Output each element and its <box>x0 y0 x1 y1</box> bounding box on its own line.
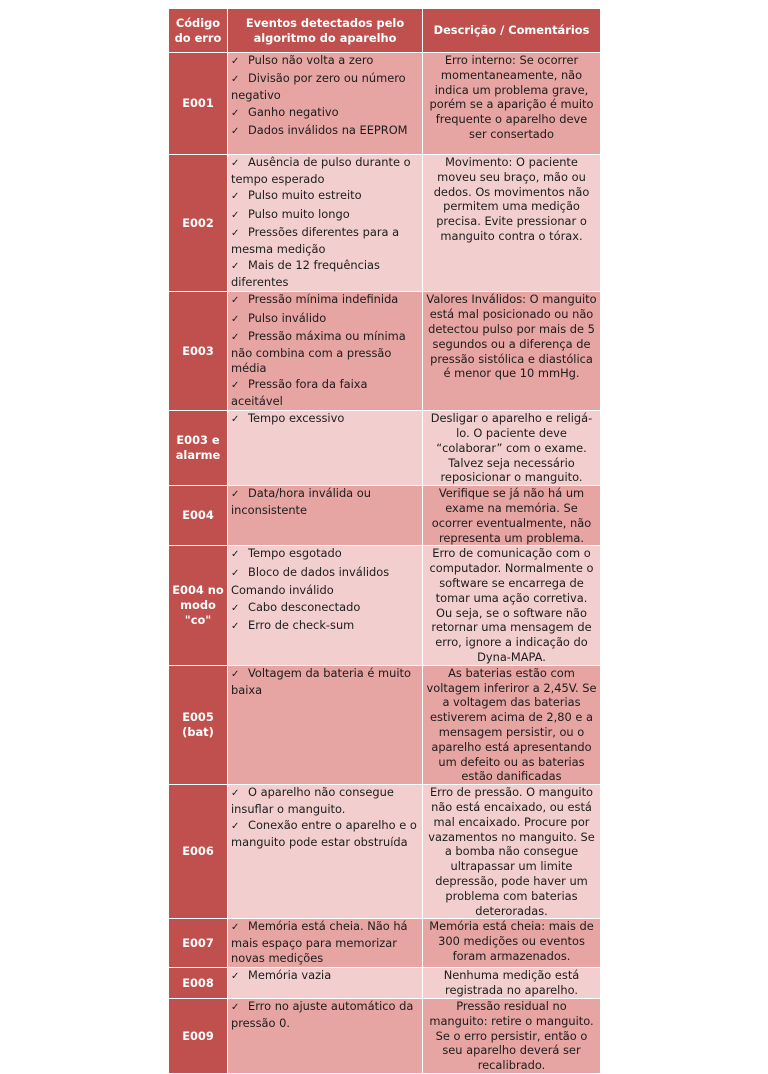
event-text: Pulso muito longo <box>248 206 350 221</box>
header-description: Descrição / Comentários <box>423 9 601 53</box>
checkmark-icon: ✓ <box>231 227 240 239</box>
event-text: Conexão entre o aparelho e o manguito pode estar obstruída <box>231 818 417 850</box>
event-text: Data/hora inválida ou inconsistente <box>231 486 371 518</box>
error-code: E004 <box>169 486 228 546</box>
checkmark-icon: ✓ <box>231 414 240 426</box>
error-description: Verifique se já não há um exame na memória. Se ocorrer eventualmente, não representa um problema. <box>423 486 601 546</box>
events-list <box>231 968 419 985</box>
event-item <box>231 377 419 409</box>
event-text: Comando inválido <box>231 583 334 598</box>
event-text: Bloco de dados inválidos <box>248 564 390 579</box>
error-description: Pressão residual no manguito: retire o manguito. Se o erro persistir, então o seu aparelho deverá ser recalibrado. <box>423 998 601 1073</box>
checkmark-icon: ✓ <box>231 922 240 934</box>
table-row <box>169 486 601 546</box>
checkmark-icon: ✓ <box>231 125 240 137</box>
events-list <box>231 666 419 698</box>
error-code: E005 (bat) <box>169 665 228 784</box>
event-item <box>231 188 419 205</box>
event-item <box>231 225 419 257</box>
error-code: E002 <box>169 155 228 292</box>
event-item <box>231 583 419 598</box>
detected-events <box>228 665 423 784</box>
event-item <box>231 53 419 70</box>
event-text: Voltagem da bateria é muito baixa <box>231 665 411 697</box>
error-code: E006 <box>169 785 228 919</box>
event-text: Tempo excessivo <box>248 411 345 426</box>
error-description: Erro de comunicação com o computador. Normalmente o software se encarrega de tomar uma ação corretiva. Ou seja, se o software não retornar uma mensagem de erro, ignore a indicação do Dyna-MAPA. <box>423 546 601 665</box>
error-description: Memória está cheia: mais de 300 medições ou eventos foram armazenados. <box>423 919 601 968</box>
event-item <box>231 155 419 187</box>
event-item <box>231 105 419 122</box>
error-code: E007 <box>169 919 228 968</box>
event-item <box>231 292 419 309</box>
error-codes-table <box>168 8 601 1074</box>
detected-events <box>228 919 423 968</box>
event-item <box>231 411 419 428</box>
checkmark-icon: ✓ <box>231 332 240 344</box>
detected-events <box>228 411 423 486</box>
events-list <box>231 785 419 850</box>
event-item <box>231 329 419 375</box>
detected-events <box>228 546 423 665</box>
detected-events <box>228 998 423 1073</box>
event-item <box>231 999 419 1031</box>
checkmark-icon: ✓ <box>231 567 240 579</box>
detected-events <box>228 785 423 919</box>
error-description: Nenhuma medição está registrada no aparelho. <box>423 968 601 999</box>
event-item <box>231 123 419 140</box>
event-item <box>231 207 419 224</box>
checkmark-icon: ✓ <box>231 261 240 273</box>
checkmark-icon: ✓ <box>231 107 240 119</box>
table-row <box>169 968 601 999</box>
detected-events <box>228 292 423 411</box>
event-text: Erro no ajuste automático da pressão 0. <box>231 998 414 1030</box>
event-text: Memória está cheia. Não há mais espaço para memorizar novas medições <box>231 919 408 965</box>
detected-events <box>228 486 423 546</box>
error-code: E003 <box>169 292 228 411</box>
event-item <box>231 785 419 817</box>
header-events: Eventos detectados pelo algoritmo do aparelho <box>228 9 423 53</box>
event-item <box>231 818 419 850</box>
table-row <box>169 785 601 919</box>
error-code: E001 <box>169 53 228 155</box>
event-text: Pressão mínima indefinida <box>248 292 399 307</box>
table-row <box>169 292 601 411</box>
error-description: Erro de pressão. O manguito não está encaixado, ou está mal encaixado. Procure por vazamentos no manguito. Se a bomba não consegue ultrapassar um limite depressão, pode haver um problema com baterias deteroradas. <box>423 785 601 919</box>
error-code: E008 <box>169 968 228 999</box>
error-description: Erro interno: Se ocorrer momentaneamente, não indica um problema grave, porém se a aparição é muito frequente o aparelho deve ser consertado <box>423 53 601 155</box>
error-code: E004 no modo "co" <box>169 546 228 665</box>
checkmark-icon: ✓ <box>231 489 240 501</box>
header-row <box>169 9 601 53</box>
table-row <box>169 411 601 486</box>
checkmark-icon: ✓ <box>231 549 240 561</box>
event-item <box>231 258 419 290</box>
checkmark-icon: ✓ <box>231 295 240 307</box>
error-code: E003 e alarme <box>169 411 228 486</box>
checkmark-icon: ✓ <box>231 313 240 325</box>
events-list <box>231 411 419 428</box>
event-item <box>231 618 419 635</box>
event-text: Dados inválidos na EEPROM <box>248 122 408 137</box>
event-text: Pulso muito estreito <box>248 188 362 203</box>
checkmark-icon: ✓ <box>231 602 240 614</box>
checkmark-icon: ✓ <box>231 209 240 221</box>
event-text: Mais de 12 frequências diferentes <box>231 258 380 289</box>
event-item <box>231 311 419 328</box>
table-row <box>169 665 601 784</box>
table-row <box>169 998 601 1073</box>
checkmark-icon: ✓ <box>231 158 240 169</box>
checkmark-icon: ✓ <box>231 56 240 67</box>
event-text: Pulso inválido <box>248 310 327 325</box>
event-text: Pressões diferentes para a mesma medição <box>231 224 400 256</box>
event-item <box>231 565 419 582</box>
table-row <box>169 546 601 665</box>
event-text: Cabo desconectado <box>248 599 361 614</box>
events-list <box>231 999 419 1031</box>
events-list <box>231 53 419 140</box>
table-row <box>169 155 601 292</box>
events-list <box>231 155 419 290</box>
error-description: Valores Inválidos: O manguito está mal posicionado ou não detectou pulso por mais de 5 segundos ou a diferença de pressão sistólica e diastólica é menor que 10 mmHg. <box>423 292 601 411</box>
event-text: Erro de check-sum <box>248 618 355 633</box>
event-text: O aparelho não consegue insuflar o manguito. <box>231 785 394 817</box>
detected-events <box>228 155 423 292</box>
event-text: Tempo esgotado <box>248 546 342 561</box>
event-text: Ganho negativo <box>248 104 339 119</box>
event-text: Pressão máxima ou mínima não combina com a pressão média <box>231 329 406 375</box>
error-description: As baterias estão com voltagem inferiror a 2,45V. Se a voltagem das baterias estiverem acima de 2,80 e a mensagem persistir, ou o aparelho está apresentando um defeito ou as baterias estão danificadas <box>423 665 601 784</box>
event-text: Divisão por zero ou número negativo <box>231 71 406 103</box>
header-code: Código do erro <box>169 9 228 53</box>
detected-events <box>228 968 423 999</box>
event-item <box>231 486 419 518</box>
checkmark-icon: ✓ <box>231 1001 240 1013</box>
event-text: Pulso não volta a zero <box>248 53 374 67</box>
error-code: E009 <box>169 998 228 1073</box>
error-description: Movimento: O paciente moveu seu braço, mão ou dedos. Os movimentos não permitem uma medição precisa. Evite pressionar o manguito contra o tórax. <box>423 155 601 292</box>
events-list <box>231 292 419 408</box>
checkmark-icon: ✓ <box>231 74 240 86</box>
checkmark-icon: ✓ <box>231 621 240 633</box>
checkmark-icon: ✓ <box>231 971 240 983</box>
events-list <box>231 486 419 518</box>
checkmark-icon: ✓ <box>231 821 240 833</box>
checkmark-icon: ✓ <box>231 380 240 392</box>
event-item <box>231 919 419 965</box>
table-row <box>169 53 601 155</box>
error-description: Desligar o aparelho e religá-lo. O paciente deve “colaborar” com o exame. Talvez seja necessário reposicionar o manguito. <box>423 411 601 486</box>
event-item <box>231 666 419 698</box>
event-item <box>231 600 419 617</box>
detected-events <box>228 53 423 155</box>
events-list <box>231 546 419 634</box>
events-list <box>231 919 419 965</box>
event-text: Memória vazia <box>248 968 332 983</box>
event-text: Pressão fora da faixa aceitável <box>231 377 368 408</box>
checkmark-icon: ✓ <box>231 191 240 203</box>
table-row <box>169 919 601 968</box>
checkmark-icon: ✓ <box>231 788 240 800</box>
table-body <box>169 53 601 1074</box>
event-item <box>231 71 419 103</box>
checkmark-icon: ✓ <box>231 668 240 680</box>
event-item <box>231 968 419 985</box>
event-item <box>231 546 419 563</box>
event-text: Ausência de pulso durante o tempo esperado <box>231 155 411 186</box>
